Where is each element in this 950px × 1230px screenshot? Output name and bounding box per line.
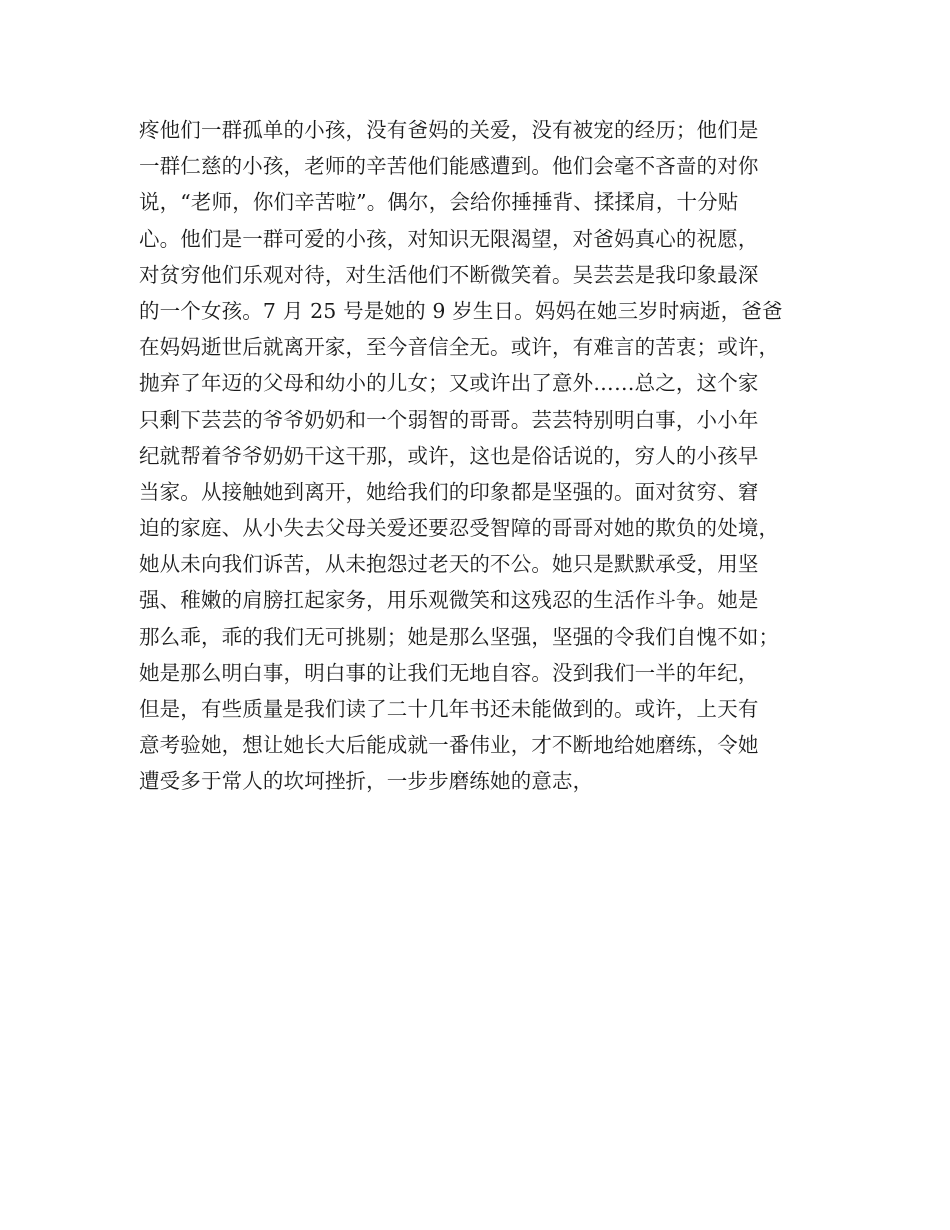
text-line: 她从未向我们诉苦，从未抱怨过老天的不公。她只是默默承受，用坚 <box>139 552 759 577</box>
text-line: 一群仁慈的小孩，老师的辛苦他们能感遭到。他们会毫不吝啬的对你 <box>139 154 759 179</box>
text-line: 疼他们一群孤单的小孩，没有爸妈的关爱，没有被宠的经历；他们是 <box>139 118 759 142</box>
text-line: 的一个女孩。7 月 25 号是她的 9 岁生日。妈妈在她三岁时病逝，爸爸 <box>139 298 783 323</box>
text-line: 心。他们是一群可爱的小孩，对知识无限渴望，对爸妈真心的祝愿， <box>139 226 759 251</box>
body-text <box>139 112 839 800</box>
text-line: 迫的家庭、从小失去父母关爱还要忍受智障的哥哥对她的欺负的处境， <box>139 516 780 541</box>
text-line: 她是那么明白事，明白事的让我们无地自容。没到我们一半的年纪， <box>139 660 759 685</box>
text-line: 但是，有些质量是我们读了二十几年书还未能做到的。或许，上天有 <box>139 697 759 721</box>
text-line: 当家。从接触她到离开，她给我们的印象都是坚强的。面对贫穷、窘 <box>139 479 759 504</box>
text-line: 意考验她，想让她长大后能成就一番伟业，才不断地给她磨练，令她 <box>139 733 759 758</box>
text-line: 纪就帮着爷爷奶奶干这干那，或许，这也是俗话说的，穷人的小孩早 <box>139 443 759 468</box>
text-line: 强、稚嫩的肩膀扛起家务，用乐观微笑和这残忍的生活作斗争。她是 <box>139 588 759 613</box>
text-line: 抛弃了年迈的父母和幼小的儿女；又或许出了意外……总之，这个家 <box>139 371 759 396</box>
text-line: 只剩下芸芸的爷爷奶奶和一个弱智的哥哥。芸芸特别明白事，小小年 <box>139 407 759 432</box>
text-line: 说，“老师，你们辛苦啦”。偶尔，会给你捶捶背、揉揉肩，十分贴 <box>139 190 739 215</box>
text-line: 对贫穷他们乐观对待，对生活他们不断微笑着。吴芸芸是我印象最深 <box>139 262 759 287</box>
text-line: 遭受多于常人的坎坷挫折，一步步磨练她的意志， <box>139 769 594 794</box>
text-line: 在妈妈逝世后就离开家，至今音信全无。或许，有难言的苦衷；或许， <box>139 335 780 360</box>
text-line: 那么乖，乖的我们无可挑剔；她是那么坚强，坚强的令我们自愧不如； <box>139 624 780 649</box>
